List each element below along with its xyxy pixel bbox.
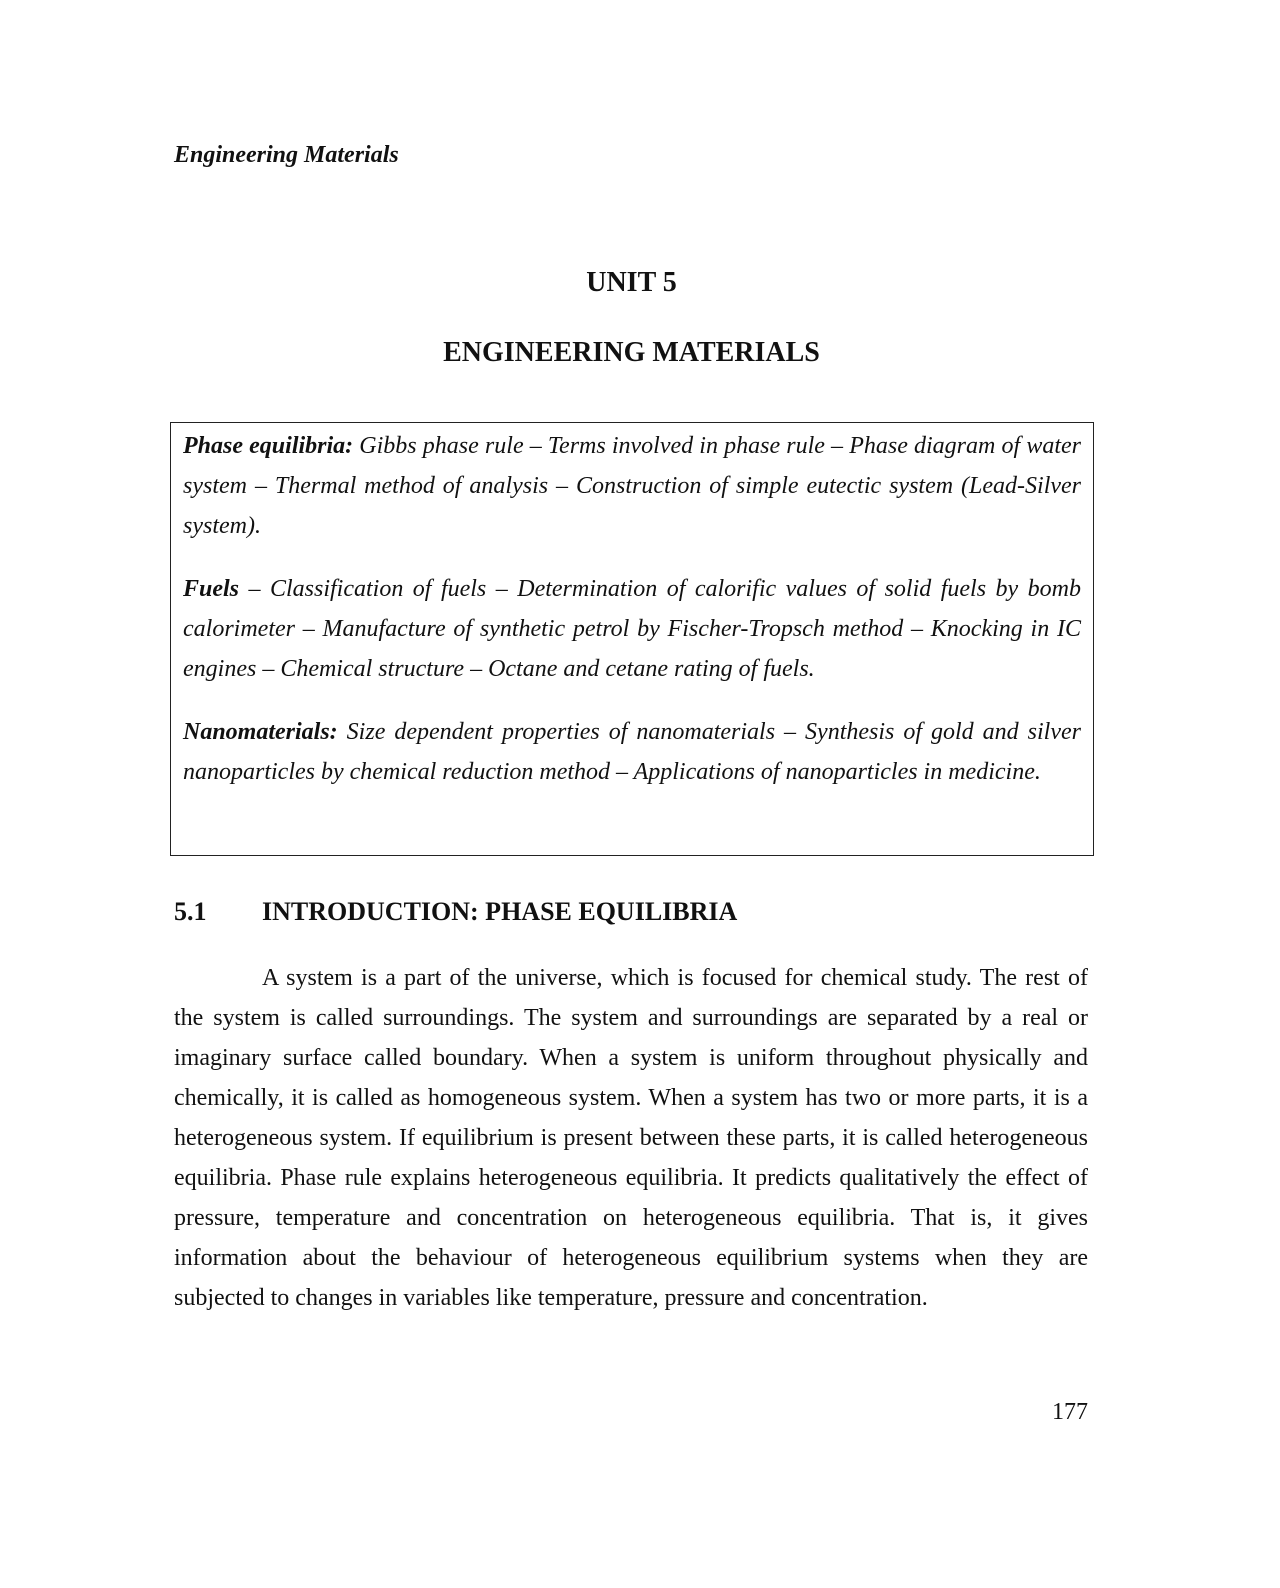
section-title: INTRODUCTION: PHASE EQUILIBRIA <box>262 897 738 926</box>
syllabus-text: – Classification of fuels – Determination of calorific values of solid fuels by bomb calorimeter – Manufacture of synthetic petrol by Fischer-Tropsch method – Knocking in IC engines – Chemical structure – Octane and cetane rating of fuels. <box>183 576 1081 682</box>
syllabus-nanomaterials <box>183 712 1081 792</box>
section-heading <box>174 896 737 928</box>
syllabus-phase-equilibria <box>183 426 1081 546</box>
syllabus-topic: Phase equilibria: <box>183 433 354 459</box>
syllabus-fuels <box>183 569 1081 689</box>
unit-number: UNIT 5 <box>586 267 677 298</box>
syllabus-text: Gibbs phase rule – Terms involved in phase rule – Phase diagram of water system – Thermal method of analysis – Construction of simple eutectic system (Lead-Silver system). <box>183 433 1081 539</box>
unit-title: ENGINEERING MATERIALS <box>443 337 820 368</box>
page-number: 177 <box>1052 1399 1088 1425</box>
syllabus-topic: Fuels <box>183 576 240 602</box>
syllabus-box <box>170 422 1094 856</box>
syllabus-topic: Nanomaterials: <box>183 719 338 745</box>
syllabus-text: Size dependent properties of nanomaterials – Synthesis of gold and silver nanoparticles by chemical reduction method – Applications of nanoparticles in medicine. <box>183 719 1081 785</box>
running-header: Engineering Materials <box>174 142 399 168</box>
body-paragraph: A system is a part of the universe, which is focused for chemical study. The rest of the system is called surroundings. The system and surroundings are separated by a real or imaginary surface called boundary. When a system is uniform throughout physically and chemically, it is called as homogeneous system. When a system has two or more parts, it is a heterogeneous system. If equilibrium is present between these parts, it is called heterogeneous equilibria. Phase rule explains heterogeneous equilibria. It predicts qualitatively the effect of pressure, temperature and concentration on heterogeneous equilibria. That is, it gives information about the behaviour of heterogeneous equilibrium systems when they are subjected to changes in variables like temperature, pressure and concentration. <box>174 965 1088 1311</box>
section-number: 5.1 <box>174 897 207 926</box>
